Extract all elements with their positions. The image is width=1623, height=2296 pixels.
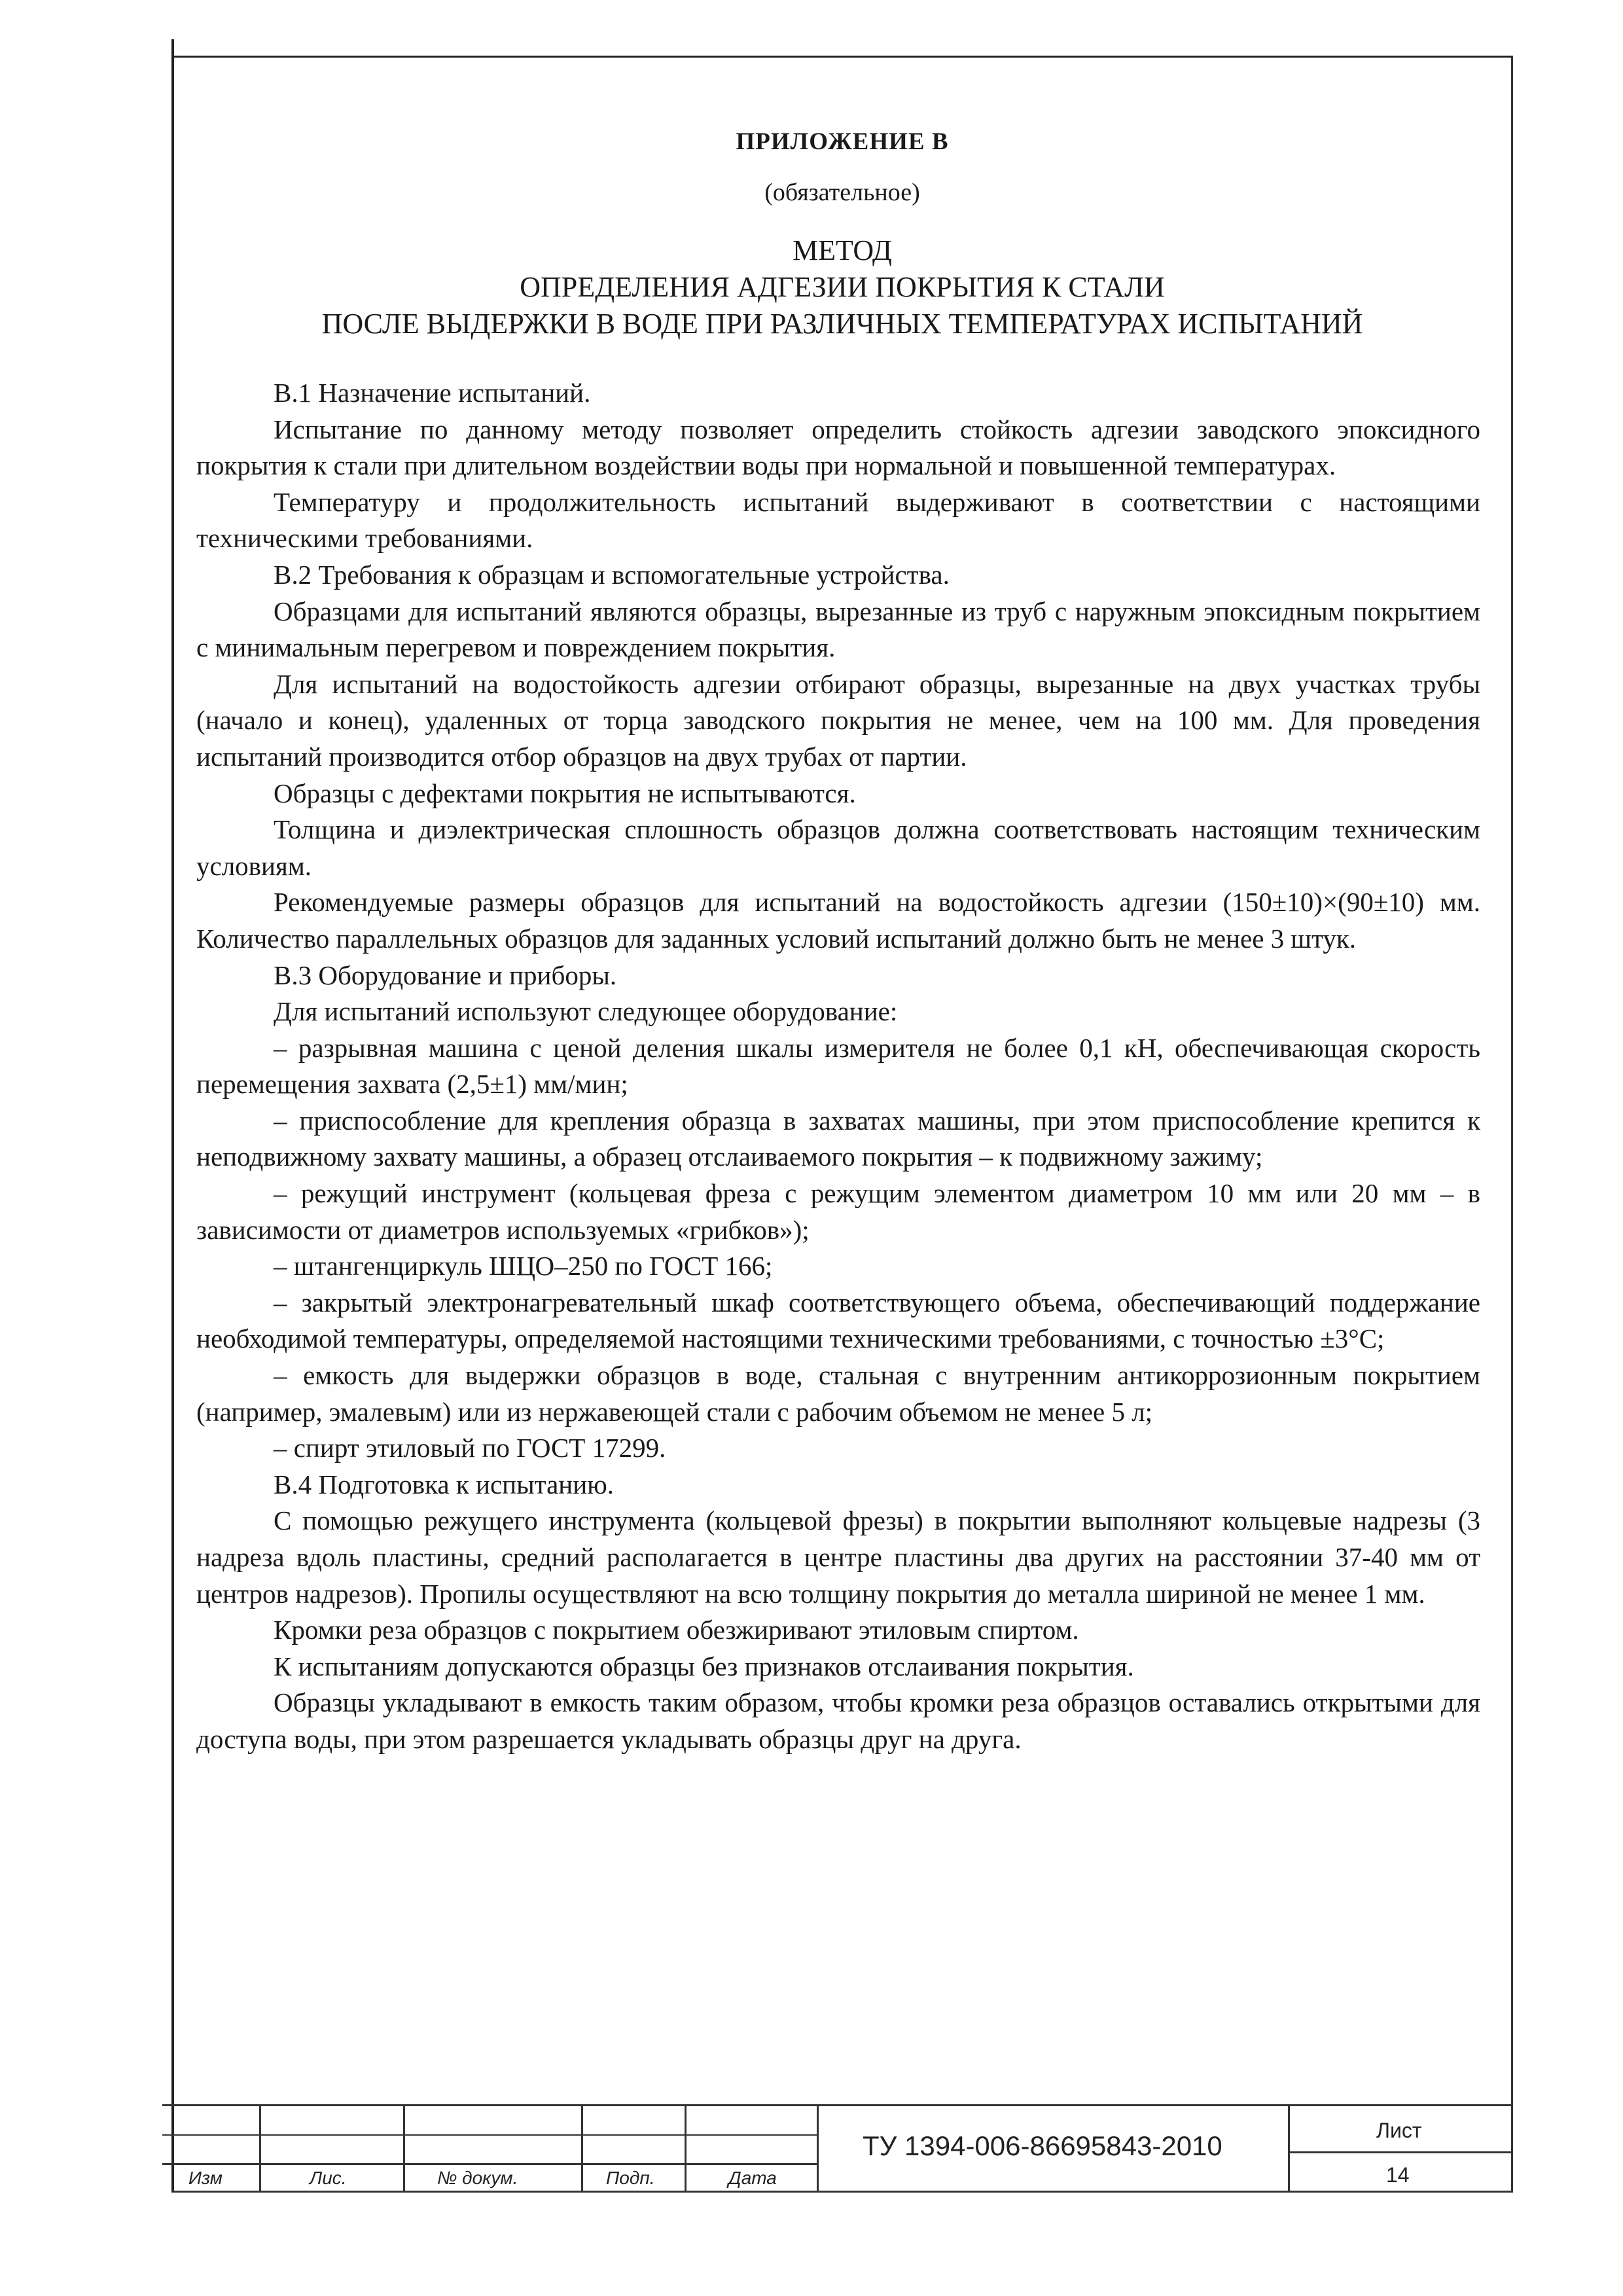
body-text — [196, 375, 1480, 1758]
paragraph: Образцы укладывают в емкость таким образом, чтобы кромки реза образцов оставались открытыми для доступа воды, при этом разрешается укладывать образцы друг на друга. — [196, 1687, 1480, 1754]
title-block — [162, 2104, 1513, 2193]
section-heading-b3: В.3 Оборудование и приборы. — [274, 960, 617, 990]
title-line-3: ПОСЛЕ ВЫДЕРЖКИ В ВОДЕ ПРИ РАЗЛИЧНЫХ ТЕМПЕРАТУРАХ ИСПЫТАНИЙ — [321, 308, 1363, 340]
list-item: – режущий инструмент (кольцевая фреза с режущим элементом диаметром 10 мм или 20 мм – в зависимости от диаметров используемых «грибков»); — [196, 1178, 1480, 1245]
tb-col-signature: Подп. — [606, 2168, 655, 2188]
tb-line — [1288, 2104, 1290, 2193]
list-item: – емкость для выдержки образцов в воде, стальная с внутренним антикоррозионным покрытием (например, эмалевым) или из нержавеющей стали с рабочим объемом не менее 5 л; — [196, 1360, 1480, 1427]
paragraph: Для испытаний используют следующее оборудование: — [274, 996, 898, 1027]
paragraph: Образцы с дефектами покрытия не испытываются. — [274, 778, 856, 808]
tb-line — [685, 2104, 687, 2193]
sheet-label: Лист — [1376, 2119, 1422, 2142]
paragraph: Рекомендуемые размеры образцов для испытаний на водостойкость адгезии (150±10)×(90±10) мм. Количество параллельных образцов для заданных условий испытаний должно быть не менее 3 штук. — [196, 887, 1480, 954]
tb-line — [1288, 2151, 1513, 2153]
paragraph: Образцами для испытаний являются образцы, вырезанные из труб с наружным эпоксидным покрытием с минимальным перегревом и повреждением покрытия. — [196, 596, 1480, 663]
title-line-2: ОПРЕДЕЛЕНИЯ АДГЕЗИИ ПОКРЫТИЯ К СТАЛИ — [520, 271, 1165, 303]
document-code: ТУ 1394-006-86695843-2010 — [863, 2130, 1222, 2161]
tb-line — [403, 2104, 405, 2193]
list-item: – штангенциркуль ШЦО–250 по ГОСТ 166; — [274, 1251, 773, 1282]
paragraph: Толщина и диэлектрическая сплошность образцов должна соответствовать настоящим техническим условиям. — [196, 814, 1480, 881]
tb-col-doc-number: № докум. — [437, 2168, 518, 2188]
paragraph: Температуру и продолжительность испытаний выдерживают в соответствии с настоящими техническими требованиями. — [196, 486, 1480, 554]
list-item: – разрывная машина с ценой деления шкалы измерителя не более 0,1 кН, обеспечивающая скорость перемещения захвата (2,5±1) мм/мин; — [196, 1032, 1480, 1100]
appendix-status: (обязательное) — [764, 179, 920, 206]
paragraph: Для испытаний на водостойкость адгезии отбирают образцы, вырезанные на двух участках трубы (начало и конец), удаленных от торца заводского покрытия не менее, чем на 100 мм. Для проведения испытаний производится отбор образцов на двух трубах от партии. — [196, 668, 1480, 772]
paragraph: К испытаниям допускаются образцы без признаков отслаивания покрытия. — [274, 1651, 1134, 1681]
title-line-1: МЕТОД — [793, 234, 892, 266]
sheet-number: 14 — [1386, 2163, 1410, 2187]
list-item: – закрытый электронагревательный шкаф соответствующего объема, обеспечивающий поддержание необходимой температуры, определяемой настоящими техническими требованиями, с точностью ±3°С; — [196, 1287, 1480, 1354]
tb-line — [162, 2104, 1513, 2106]
section-heading-b4: В.4 Подготовка к испытанию. — [274, 1469, 615, 1499]
tb-col-date: Дата — [728, 2168, 777, 2188]
paragraph: Испытание по данному методу позволяет определить стойкость адгезии заводского эпоксидного покрытия к стали при длительном воздействии воды при нормальной и повышенной температурах. — [196, 414, 1480, 481]
appendix-heading: ПРИЛОЖЕНИЕ В — [736, 128, 949, 155]
section-heading-b1: В.1 Назначение испытаний. — [274, 378, 591, 408]
tb-col-sheet: Лис. — [310, 2168, 347, 2188]
paragraph: Кромки реза образцов с покрытием обезжиривают этиловым спиртом. — [274, 1615, 1079, 1645]
list-item: – приспособление для крепления образца в захватах машины, при этом приспособление крепится к неподвижному захвату машины, а образец отслаиваемого покрытия – к подвижному зажиму; — [196, 1105, 1480, 1172]
tb-line — [581, 2104, 583, 2193]
list-item: – спирт этиловый по ГОСТ 17299. — [274, 1433, 666, 1463]
section-heading-b2: В.2 Требования к образцам и вспомогательные устройства. — [274, 559, 950, 590]
paragraph: С помощью режущего инструмента (кольцевой фрезы) в покрытии выполняют кольцевые надрезы (3 надреза вдоль пластины, средний располагается в центре пластины два других на расстоянии 37-40 мм от центров надрезов). Пропилы осуществляют на всю толщину покрытия до металла шириной не менее 1 мм. — [196, 1505, 1480, 1609]
tb-col-change: Изм — [188, 2168, 223, 2188]
tb-line — [259, 2104, 261, 2193]
tb-line — [817, 2104, 819, 2193]
